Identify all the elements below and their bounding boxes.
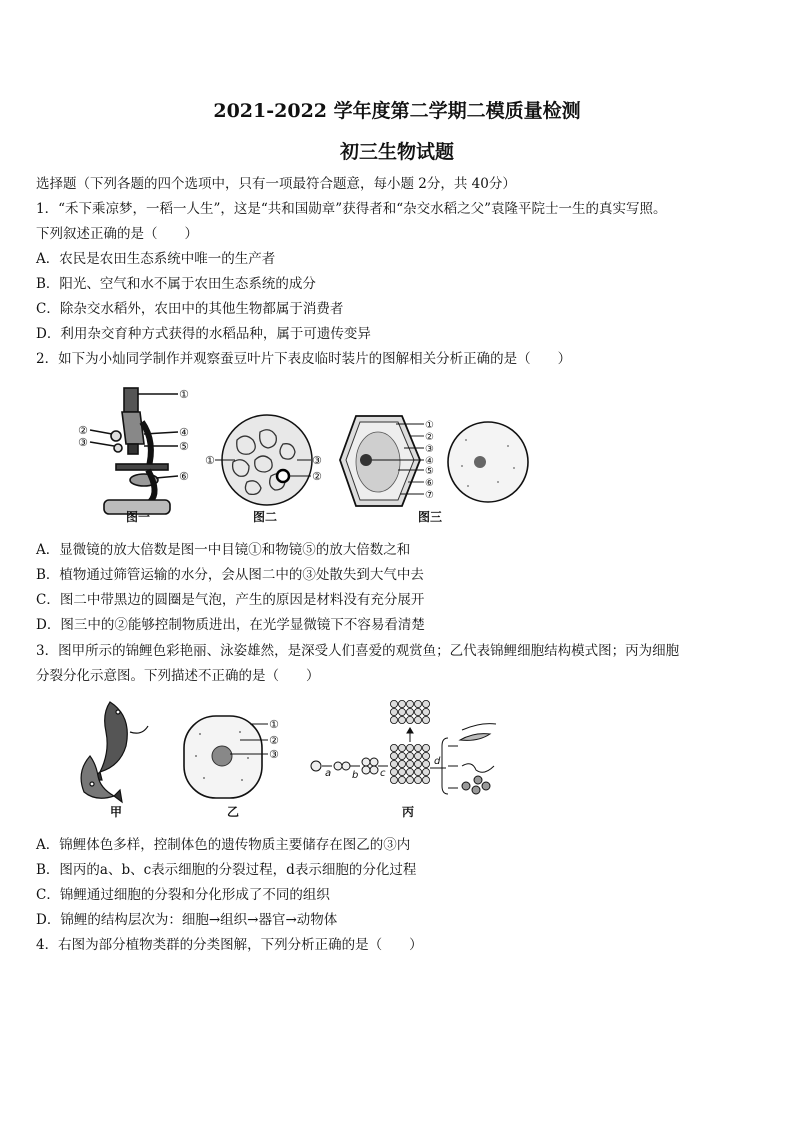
fig1-label-5: ⑤ xyxy=(179,440,189,453)
koi-cell-figure xyxy=(180,712,290,802)
fig-bing-caption: 丙 xyxy=(402,805,415,819)
fig3-label-1: ① xyxy=(425,420,434,431)
q1-stem-line2: 下列叙述正确的是（ ） xyxy=(36,226,198,242)
process-label-b: b xyxy=(352,770,359,781)
fig3-label-5: ⑤ xyxy=(425,466,434,477)
q3-option-c: C．锦鲤通过细胞的分裂和分化形成了不同的组织 xyxy=(36,887,330,903)
fig1-label-6: ⑥ xyxy=(179,470,189,483)
q2-option-b: B．植物通过筛管运输的水分，会从图二中的③处散失到大气中去 xyxy=(36,567,424,583)
q1-option-c: C．除杂交水稻外，农田中的其他生物都属于消费者 xyxy=(36,301,344,317)
exam-title: 2021-2022 学年度第二学期二模质量检测 xyxy=(213,100,581,122)
fig3-label-7: ⑦ xyxy=(425,490,434,501)
field-of-view-figure xyxy=(205,410,333,510)
q2-option-a: A．显微镜的放大倍数是图一中目镜①和物镜⑤的放大倍数之和 xyxy=(36,542,411,558)
koi-fish-figure xyxy=(70,696,160,806)
fig3-label-4: ④ xyxy=(425,456,434,467)
fig3-label-6: ⑥ xyxy=(425,478,434,489)
process-label-c: c xyxy=(380,768,386,779)
fig2-label-3: ③ xyxy=(312,454,322,467)
q3-option-d: D．锦鲤的结构层次为：细胞→组织→器官→动物体 xyxy=(36,912,338,928)
fig3-label-2: ② xyxy=(425,432,434,443)
fig1-label-2: ② xyxy=(78,424,88,437)
fig2-label-2: ② xyxy=(312,470,322,483)
microscope-figure xyxy=(78,382,208,527)
fig2-label-1: ① xyxy=(205,454,215,467)
q2-option-c: C．图二中带黑边的圆圈是气泡，产生的原因是材料没有充分展开 xyxy=(36,592,425,608)
fig1-label-4: ④ xyxy=(179,426,189,439)
process-label-d: d xyxy=(434,756,441,767)
q3-stem-line2: 分裂分化示意图。下列描述不正确的是（ ） xyxy=(36,668,320,684)
cell-structure-figure xyxy=(338,410,538,512)
fig-yi-label-1: ① xyxy=(269,718,279,731)
fig3-label-3: ③ xyxy=(425,444,434,455)
process-label-a: a xyxy=(325,768,332,779)
q1-option-d: D．利用杂交育种方式获得的水稻品种，属于可遗传变异 xyxy=(36,326,371,342)
fig2-caption: 图二 xyxy=(253,510,278,524)
fig-yi-label-3: ③ xyxy=(269,748,279,761)
fig-yi-label-2: ② xyxy=(269,734,279,747)
fig1-label-1: ① xyxy=(179,388,189,401)
q2-option-d: D．图三中的②能够控制物质进出，在光学显微镜下不容易看清楚 xyxy=(36,617,425,633)
fig3-caption: 图三 xyxy=(418,510,443,524)
q3-option-b: B．图丙的a、b、c表示细胞的分裂过程，d表示细胞的分化过程 xyxy=(36,862,417,878)
q1-stem-line1: 1．“禾下乘凉梦，一稻一人生”，这是“共和国勋章”获得者和“杂交水稻之父”袁隆平院士一生的真实写照。 xyxy=(36,201,667,217)
q3-stem-line1: 3．图甲所示的锦鲤色彩艳丽、泳姿雄然，是深受人们喜爱的观赏鱼；乙代表锦鲤细胞结构模式图；丙为细胞 xyxy=(36,643,680,659)
section-instructions: 选择题（下列各题的四个选项中，只有一项最符合题意，每小题 2分，共 40分） xyxy=(36,176,516,192)
exam-subtitle: 初三生物试题 xyxy=(339,141,454,163)
fig1-caption: 图一 xyxy=(126,510,151,524)
q3-option-a: A．锦鲤体色多样，控制体色的遗传物质主要储存在图乙的③内 xyxy=(36,837,411,853)
q2-stem: 2．如下为小灿同学制作并观察蚕豆叶片下表皮临时装片的图解相关分析正确的是（ ） xyxy=(36,351,572,367)
q4-stem: 4．右图为部分植物类群的分类图解，下列分析正确的是（ ） xyxy=(36,937,423,953)
cell-division-figure xyxy=(306,696,506,806)
q1-option-a: A．农民是农田生态系统中唯一的生产者 xyxy=(36,251,276,267)
fig-jia-caption: 甲 xyxy=(110,805,123,819)
fig-yi-caption: 乙 xyxy=(227,805,240,819)
fig1-label-3: ③ xyxy=(78,436,88,449)
q1-option-b: B．阳光、空气和水不属于农田生态系统的成分 xyxy=(36,276,316,292)
